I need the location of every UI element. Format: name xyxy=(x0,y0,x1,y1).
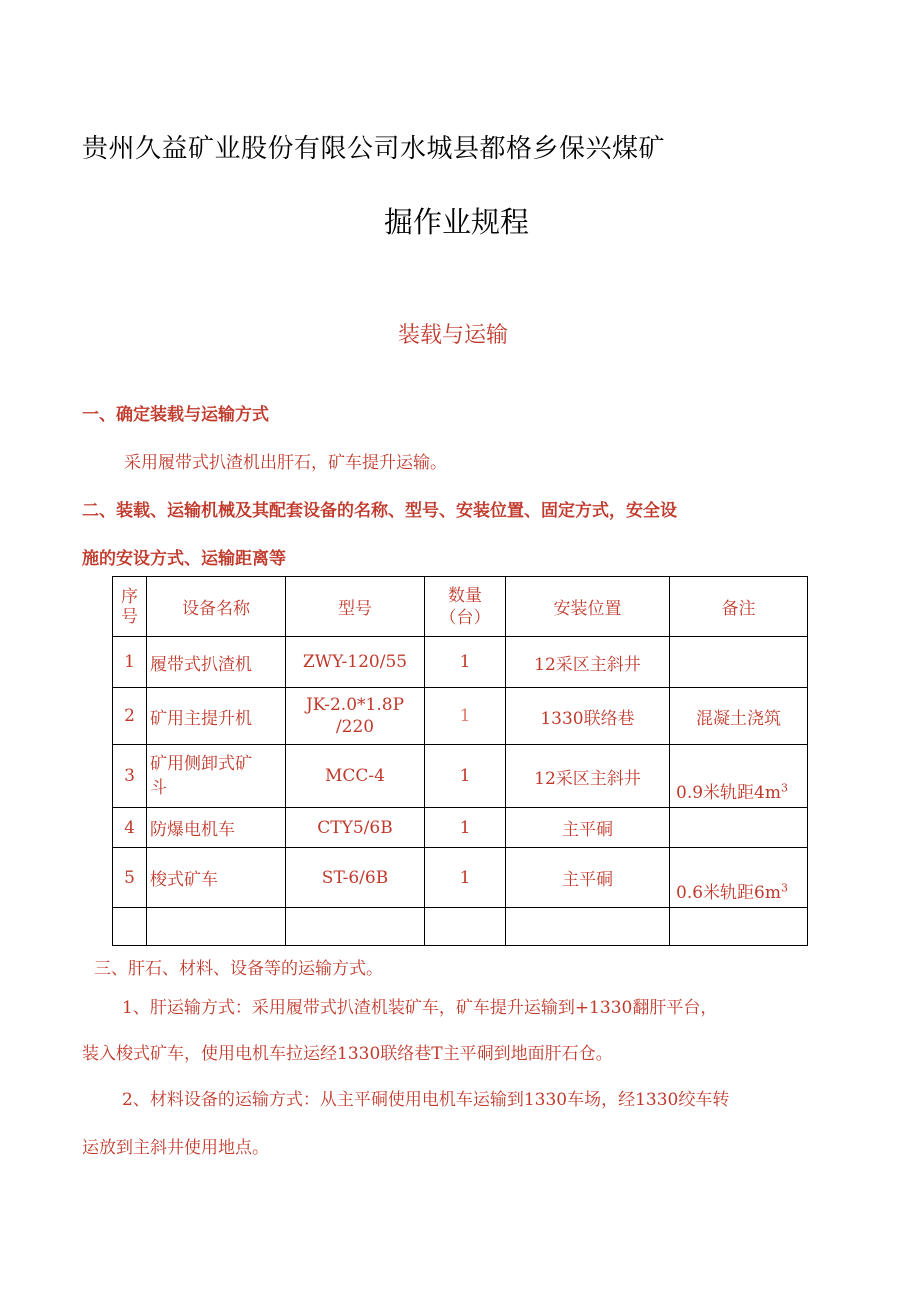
row3-model: MCC-4 xyxy=(286,745,425,808)
company-name: 贵州久益矿业股份有限公司水城县都格乡保兴煤矿 xyxy=(82,134,666,164)
row3-name-line1: 矿用侧卸式矿 xyxy=(150,754,252,774)
row3-no: 3 xyxy=(113,745,147,808)
row6-remark xyxy=(670,908,808,946)
table-row xyxy=(113,688,808,745)
table-row-empty xyxy=(113,908,808,946)
row5-no: 5 xyxy=(113,848,147,908)
row1-name: 履带式扒渣机 xyxy=(147,637,286,688)
table-row xyxy=(113,848,808,908)
row2-model-line1: JK-2.0*1.8P xyxy=(305,695,405,715)
row4-location: 主平硐 xyxy=(506,808,670,848)
header-model: 型号 xyxy=(286,577,425,637)
row2-remark: 混凝土浇筑 xyxy=(670,688,808,745)
paragraph-material-transport-line1: 2、材料设备的运输方式：从主平硐使用电机车运输到1330车场，经1330绞车转 xyxy=(122,1090,730,1110)
row6-name xyxy=(147,908,286,946)
paragraph-rock-transport-line1: 1、肝运输方式：采用履带式扒渣机装矿车，矿车提升运输到+1330翻肝平台， xyxy=(122,998,718,1018)
row5-remark-text: 0.6米轨距6m xyxy=(676,883,781,903)
table-row xyxy=(113,808,808,848)
document-title: 掘作业规程 xyxy=(384,205,530,239)
row4-remark xyxy=(670,808,808,848)
row3-remark-sup: 3 xyxy=(780,781,788,795)
row4-no: 4 xyxy=(113,808,147,848)
row5-location: 主平硐 xyxy=(506,848,670,908)
row1-qty: 1 xyxy=(425,637,506,688)
row3-qty: 1 xyxy=(425,745,506,808)
row1-location: 12采区主斜井 xyxy=(506,637,670,688)
paragraph-rock-transport-line2: 装入梭式矿车，使用电机车拉运经1330联络巷T主平硐到地面肝石仓。 xyxy=(82,1044,613,1064)
row1-model: ZWY-120/55 xyxy=(286,637,425,688)
header-name: 设备名称 xyxy=(147,577,286,637)
heading-transport-method: 三、肝石、材料、设备等的运输方式。 xyxy=(94,959,383,979)
row6-model xyxy=(286,908,425,946)
equipment-table xyxy=(112,576,808,946)
header-qty-bottom: （台） xyxy=(439,607,491,628)
row6-location xyxy=(506,908,670,946)
row2-model-line2: /220 xyxy=(335,717,375,737)
row5-model: ST-6/6B xyxy=(286,848,425,908)
header-no-bottom: 号 xyxy=(121,606,138,627)
header-no xyxy=(113,577,147,637)
row3-name xyxy=(147,745,286,808)
table-header-row xyxy=(113,577,808,637)
table-row xyxy=(113,637,808,688)
row1-remark xyxy=(670,637,808,688)
row4-model: CTY5/6B xyxy=(286,808,425,848)
row2-qty: 1 xyxy=(425,688,506,745)
paragraph-material-transport-line2: 运放到主斜井使用地点。 xyxy=(82,1138,269,1158)
heading-equipment-line1: 二、装载、运输机械及其配套设备的名称、型号、安装位置、固定方式，安全设 xyxy=(82,501,677,521)
header-qty-top: 数量 xyxy=(448,585,482,606)
row5-remark-sup: 3 xyxy=(780,881,788,895)
row2-no: 2 xyxy=(113,688,147,745)
section-title: 装载与运输 xyxy=(398,323,509,348)
row3-location: 12采区主斜井 xyxy=(506,745,670,808)
header-location: 安装位置 xyxy=(506,577,670,637)
row2-location: 1330联络巷 xyxy=(506,688,670,745)
paragraph-loading-method: 采用履带式扒渣机出肝石，矿车提升运输。 xyxy=(124,453,447,473)
row4-name: 防爆电机车 xyxy=(147,808,286,848)
row6-qty xyxy=(425,908,506,946)
row2-name: 矿用主提升机 xyxy=(147,688,286,745)
row3-remark xyxy=(670,745,808,808)
row5-qty: 1 xyxy=(425,848,506,908)
table-row xyxy=(113,745,808,808)
row5-remark xyxy=(670,848,808,908)
header-remark: 备注 xyxy=(670,577,808,637)
row2-model xyxy=(286,688,425,745)
row3-remark-text: 0.9米轨距4m xyxy=(676,783,781,803)
header-no-top: 序 xyxy=(121,586,138,607)
heading-loading-method: 一、确定装载与运输方式 xyxy=(82,405,269,425)
row1-no: 1 xyxy=(113,637,147,688)
heading-equipment-line2: 施的安设方式、运输距离等 xyxy=(82,549,286,569)
header-qty xyxy=(425,577,506,637)
row3-name-line2: 斗 xyxy=(150,778,167,798)
row5-name: 梭式矿车 xyxy=(147,848,286,908)
row4-qty: 1 xyxy=(425,808,506,848)
row6-no xyxy=(113,908,147,946)
